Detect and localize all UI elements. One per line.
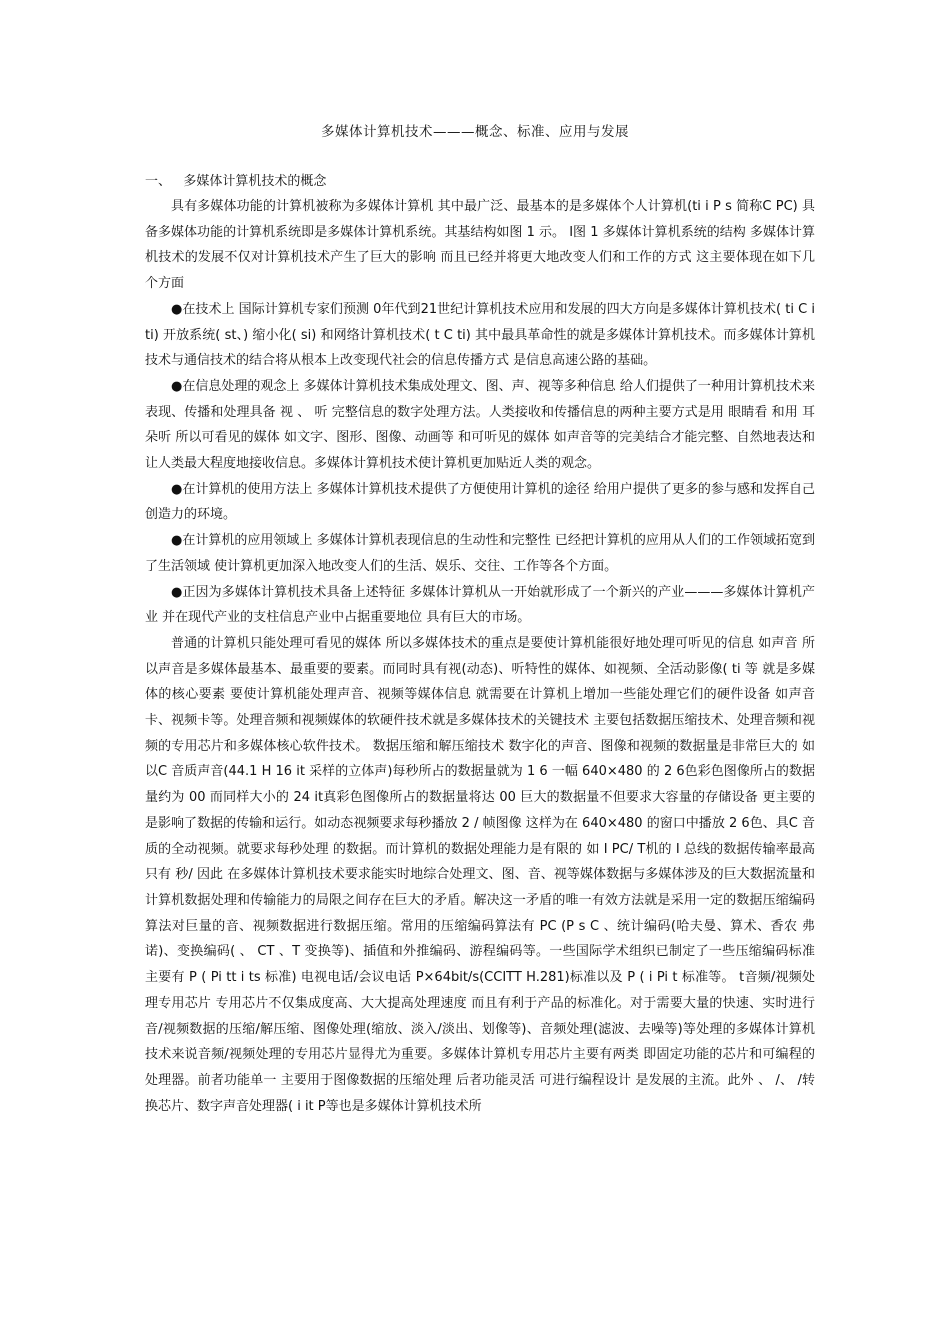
body-text [145, 194, 815, 1119]
paragraph-key-technologies: 普通的计算机只能处理可看见的媒体 所以多媒体技术的重点是要使计算机能很好地处理可听见的信息 如声音 所以声音是多媒体最基本、最重要的要素。而同时具有视(动态)、听特性的媒体、如视频、全活动影像( ti 等 就是多媒体的核心要素 要使计算机能处理声音、视频等媒体信息 就需要在计算机上增加一些能处理它们的硬件设备 如声音卡、视频卡等。处理音频和视频媒体的软硬件技术就是多媒体技术的关键技术 主要包括数据压缩技术、处理音频和视频的专用芯片和多媒体核心软件技术。 数据压缩和解压缩技术 数字化的声音、图像和视频的数据量是非常巨大的 如以C 音质声音(44.1 H 16 it 采样的立体声)每秒所占的数据量就为 1 6 一幅 640×480 的 2 6色彩色图像所占的数据量约为 00 而同样大小的 24 it真彩色图像所占的数据量将达 00 巨大的数据量不但要求大容量的存储设备 更主要的是影响了数据的传输和运行。如动态视频要求每秒播放 2 / 帧图像 这样为在 640×480 的窗口中播放 2 6色、具C 音质的全动视频。就要求每秒处理 的数据。而计算机的数据处理能力是有限的 如 I PC/ T机的 I 总线的数据传输率最高只有 秒/ 因此 在多媒体计算机技术要求能实时地综合处理文、图、音、视等媒体数据与多媒体涉及的巨大数据流量和计算机数据处理和传输能力的局限之间存在巨大的矛盾。解决这一矛盾的唯一有效方法就是采用一定的数据压缩编码算法对巨量的音、视频数据进行数据压缩。常用的压缩编码算法有 PC (P s C 、统计编码(哈夫曼、算术、香农 弗诺)、变换编码( 、 CT 、T 变换等)、插值和外推编码、游程编码等。一些国际学术组织已制定了一些压缩编码标准 主要有 P ( Pi tt i ts 标准) 电视电话/会议电话 P×64bit/s(CCITT H.281)标准以及 P ( i Pi t 标准等。 t音频/视频处理专用芯片 专用芯片不仅集成度高、大大提高处理速度 而且有利于产品的标准化。对于需要大量的快速、实时进行音/视频数据的压缩/解压缩、图像处理(缩放、淡入/淡出、划像等)、音频处理(滤波、去噪等)等处理的多媒体计算机技术来说音频/视频处理的专用芯片显得尤为重要。多媒体计算机专用芯片主要有两类 即固定功能的芯片和可编程的处理器。前者功能单一 主要用于图像数据的压缩处理 后者功能灵活 可进行编程设计 是发展的主流。此外 、 /、 /转换芯片、数字声音处理器( i it P等也是多媒体计算机技术所 [145, 635, 815, 1114]
paragraph-industry: ●正因为多媒体计算机技术具备上述特征 多媒体计算机从一开始就形成了一个新兴的产业———多媒体计算机产业 并在现代产业的支柱信息产业中占据重要地位 具有巨大的市场。 [145, 584, 815, 626]
document-title: 多媒体计算机技术———概念、标准、应用与发展 [321, 124, 629, 140]
paragraph-application-field: ●在计算机的应用领域上 多媒体计算机表现信息的生动性和完整性 已经把计算机的应用从人们的工作领域拓宽到了生活领域 使计算机更加深入地改变人们的生活、娱乐、交往、工作等各个方面。 [145, 533, 815, 574]
paragraph-information-processing: ●在信息处理的观念上 多媒体计算机技术集成处理文、图、声、视等多种信息 给人们提供了一种用计算机技术来表现、传播和处理具备 视 、 听 完整信息的数字处理方法。人类接收和传播信息的两种主要方式是用 眼睛看 和用 耳朵听 所以可看见的媒体 如文字、图形、图像、动画等 和可听见的媒体 如声音等的完美结合才能完整、自然地表达和让人类最大程度地接收信息。多媒体计算机技术使计算机更加贴近人类的观念。 [145, 378, 815, 472]
paragraph-technology: ●在技术上 国际计算机专家们预测 0年代到21世纪计算机技术应用和发展的四大方向是多媒体计算机技术( ti C i ti) 开放系统( st、) 缩小化( si) 和网络计算机技术( t C ti) 其中最具革命性的就是多媒体计算机技术。而多媒体计算机技术与通信技术的结合将从根本上改变现代社会的信息传播方式 是信息高速公路的基础。 [145, 301, 815, 369]
paragraph-intro: 具有多媒体功能的计算机被称为多媒体计算机 其中最广泛、最基本的是多媒体个人计算机(ti i P s 简称C PC) 具备多媒体功能的计算机系统即是多媒体计算机系统。其基结构如图 1 示。 I图 1 多媒体计算机系统的结构 多媒体计算机技术的发展不仅对计算机技术产生了巨大的影响 而且已经并将更大地改变人们和工作的方式 这主要体现在如下几个方面 [145, 199, 815, 292]
section-heading: 一、 多媒体计算机技术的概念 [145, 174, 327, 189]
paragraph-usage-method: ●在计算机的使用方法上 多媒体计算机技术提供了方便使用计算机的途径 给用户提供了更多的参与感和发挥自己创造力的环境。 [145, 481, 815, 523]
